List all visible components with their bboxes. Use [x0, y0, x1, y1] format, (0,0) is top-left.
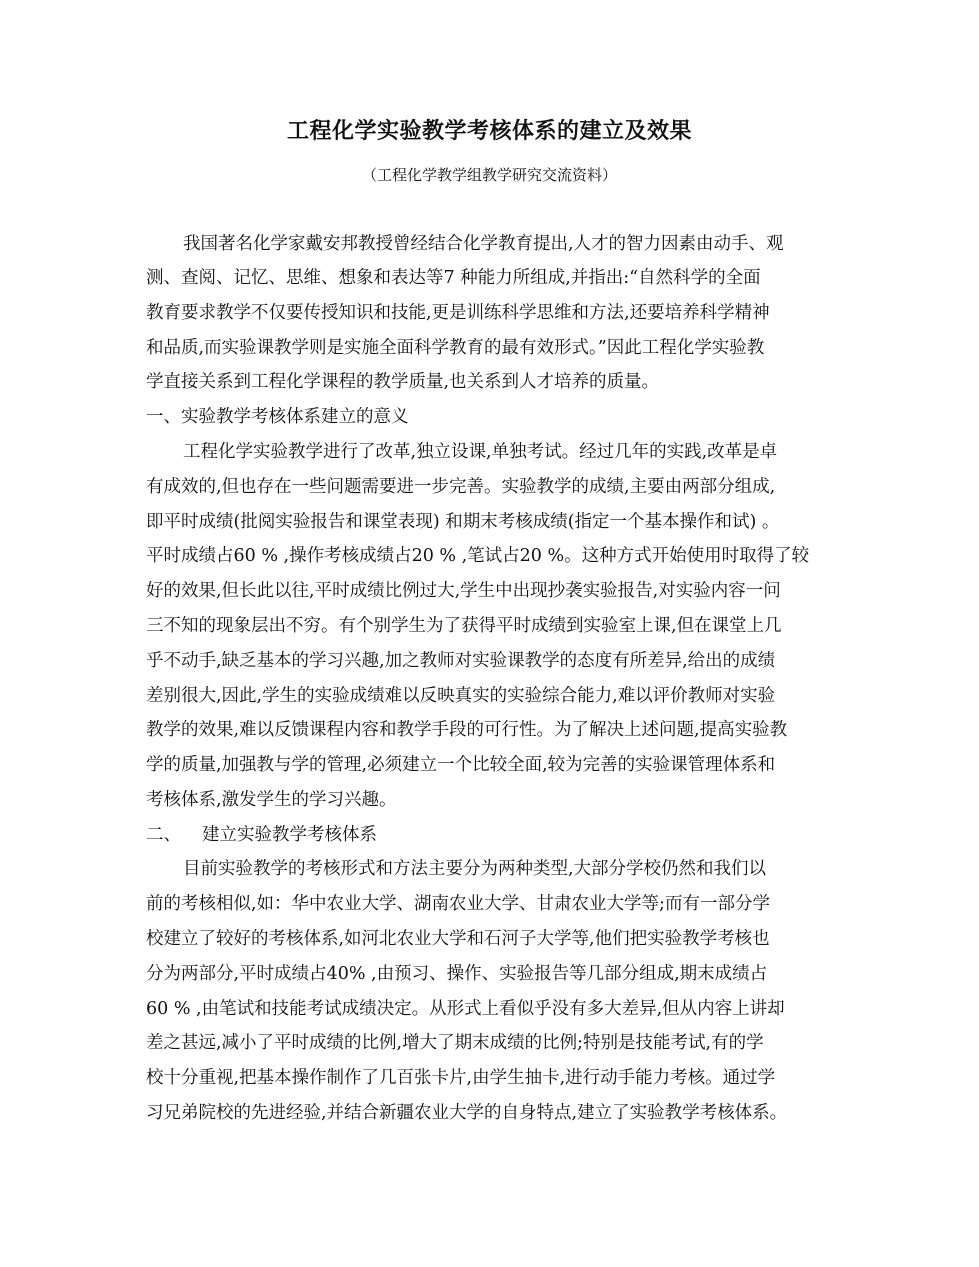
section-title: 建立实验教学考核体系	[202, 825, 377, 845]
paragraph-line: 我国著名化学家戴安邦教授曾经结合化学教育提出,人才的智力因素由动手、观	[183, 234, 784, 254]
paragraph-line: 校建立了较好的考核体系,如河北农业大学和石河子大学等,他们把实验教学考核也	[146, 929, 770, 949]
document-title: 工程化学实验教学考核体系的建立及效果	[286, 118, 692, 144]
paragraph-line: 考核体系,激发学生的学习兴趣。	[146, 790, 397, 810]
paragraph-line: 学的质量,加强教与学的管理,必须建立一个比较全面,较为完善的实验课管理体系和	[146, 755, 776, 775]
paragraph-line: 前的考核相似,如：华中农业大学、湖南农业大学、甘肃农业大学等;而有一部分学	[146, 894, 770, 914]
paragraph-line: 教学的效果,难以反馈课程内容和教学手段的可行性。为了解决上述问题,提高实验教	[146, 720, 788, 740]
paragraph-line: 目前实验教学的考核形式和方法主要分为两种类型,大部分学校仍然和我们以	[183, 859, 767, 879]
paragraph-line: 60 % ,由笔试和技能考试成绩决定。从形式上看似乎没有多大差异,但从内容上讲却	[146, 999, 785, 1019]
paragraph-line: 即平时成绩(批阅实验报告和课堂表现) 和期末考核成绩(指定一个基本操作和试) 。	[146, 512, 780, 532]
paragraph-line: 乎不动手,缺乏基本的学习兴趣,加之教师对实验课教学的态度有所差异,给出的成绩	[146, 651, 776, 671]
paragraph-line: 教育要求教学不仅要传授知识和技能,更是训练科学思维和方法,还要培养科学精神	[146, 303, 770, 323]
paragraph-line: 学直接关系到工程化学课程的教学质量,也关系到人才培养的质量。	[146, 372, 660, 392]
paragraph-line: 校十分重视,把基本操作制作了几百张卡片,由学生抽卡,进行动手能力考核。通过学	[146, 1068, 776, 1088]
section-heading: 一、实验教学考核体系建立的意义	[146, 407, 409, 427]
document-subtitle: （工程化学教学组教学研究交流资料）	[361, 166, 617, 184]
paragraph-line: 差别很大,因此,学生的实验成绩难以反映真实的实验综合能力,难以评价教师对实验	[146, 686, 776, 706]
paragraph-line: 平时成绩占60 % ,操作考核成绩占20 % ,笔试占20 %。这种方式开始使用时取得了较	[146, 546, 810, 566]
paragraph-line: 习兄弟院校的先进经验,并结合新疆农业大学的自身特点,建立了实验教学考核体系。	[146, 1103, 788, 1123]
section-heading	[146, 823, 377, 847]
paragraph-line: 三不知的现象层出不穷。有个别学生为了获得平时成绩到实验室上课,但在课堂上几	[146, 616, 782, 636]
paragraph-line: 好的效果,但长此以往,平时成绩比例过大,学生中出现抄袭实验报告,对实验内容一问	[146, 581, 781, 601]
paragraph-line: 有成效的,但也存在一些问题需要进一步完善。实验教学的成绩,主要由两部分组成,	[146, 477, 776, 497]
paragraph-line: 工程化学实验教学进行了改革,独立设课,单独考试。经过几年的实践,改革是卓	[183, 442, 778, 462]
paragraph-line: 分为两部分,平时成绩占40% ,由预习、操作、实验报告等几部分组成,期末成绩占	[146, 964, 768, 984]
section-number: 二、	[146, 825, 181, 845]
paragraph-line: 差之甚远,减小了平时成绩的比例,增大了期末成绩的比例;特别是技能考试,有的学	[146, 1033, 764, 1053]
paragraph-line: 测、查阅、记忆、思维、想象和表达等7 种能力所组成,并指出:“自然科学的全面	[146, 268, 761, 288]
paragraph-line: 和品质,而实验课教学则是实施全面科学教育的最有效形式。”因此工程化学实验教	[146, 338, 765, 358]
